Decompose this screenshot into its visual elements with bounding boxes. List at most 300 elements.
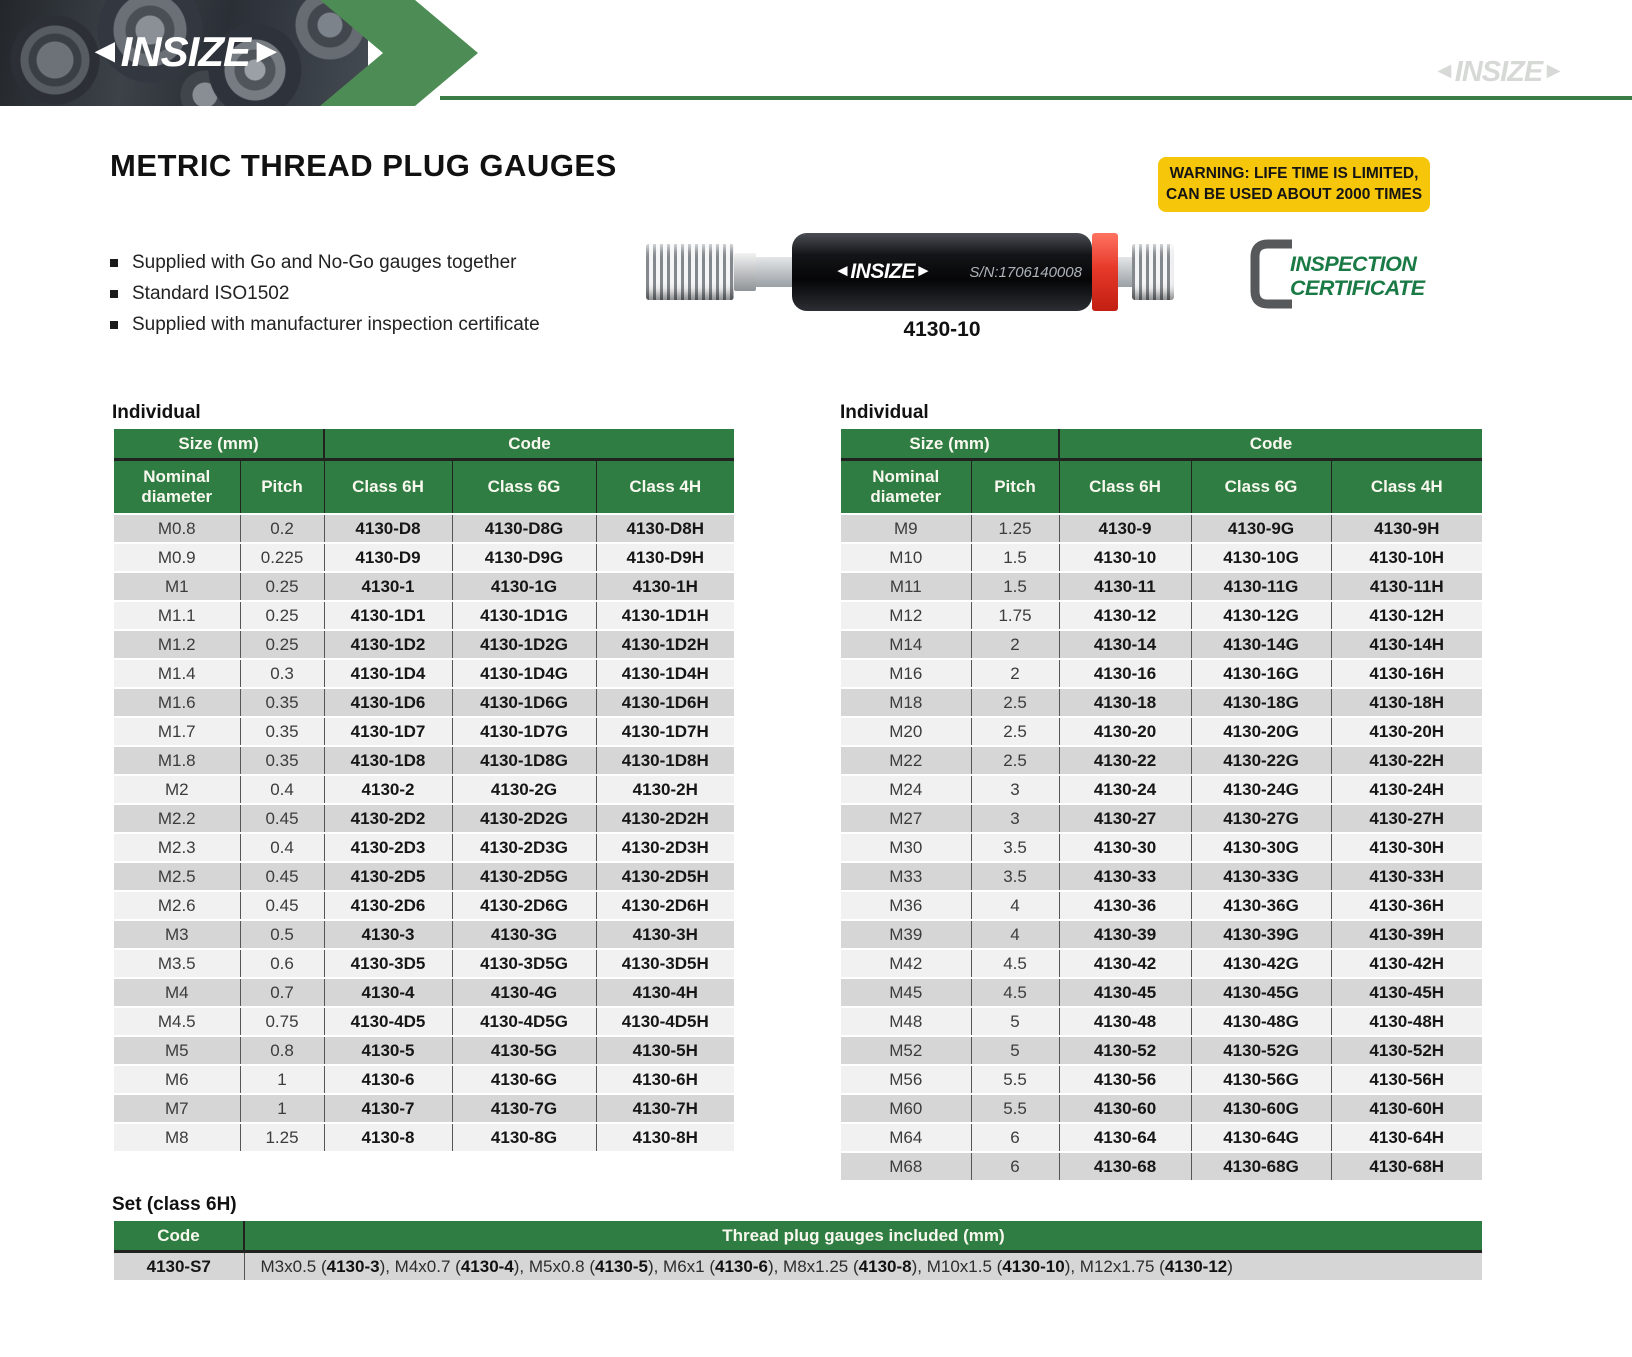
table-row [114, 833, 734, 862]
code-cell: 4130-7 [324, 1094, 452, 1123]
banner-rule [440, 96, 1632, 100]
code-cell: 4130-6H [596, 1065, 734, 1094]
code-cell: 4130-22H [1331, 746, 1482, 775]
size-cell: M20 [841, 717, 971, 746]
size-cell: M7 [114, 1094, 240, 1123]
feature-item: Standard ISO1502 [110, 283, 540, 305]
code-cell: 4130-D8G [452, 514, 596, 543]
code-cell: 4130-30 [1059, 833, 1191, 862]
table-row [114, 630, 734, 659]
code-cell: 4130-3D5G [452, 949, 596, 978]
size-cell: 2.5 [971, 717, 1059, 746]
size-cell: M68 [841, 1152, 971, 1181]
code-cell: 4130-1D2 [324, 630, 452, 659]
table-row [114, 978, 734, 1007]
code-cell: 4130-64G [1191, 1123, 1331, 1152]
size-cell: M36 [841, 891, 971, 920]
size-cell: M2.5 [114, 862, 240, 891]
size-cell: M3.5 [114, 949, 240, 978]
group-header-code: Code [1059, 429, 1482, 460]
table-row [841, 717, 1482, 746]
table-row [841, 978, 1482, 1007]
size-cell: M48 [841, 1007, 971, 1036]
code-cell: 4130-4D5 [324, 1007, 452, 1036]
code-cell: 4130-10H [1331, 543, 1482, 572]
code-cell: 4130-60H [1331, 1094, 1482, 1123]
code-cell: 4130-33H [1331, 862, 1482, 891]
size-cell: 0.5 [240, 920, 324, 949]
table-row [841, 659, 1482, 688]
table-row [841, 688, 1482, 717]
individual-table-left [114, 429, 734, 1153]
gauge-thread-right [1132, 244, 1174, 300]
table-row [114, 746, 734, 775]
code-cell: 4130-2D2 [324, 804, 452, 833]
column-header-row [841, 460, 1482, 515]
code-cell: 4130-64H [1331, 1123, 1482, 1152]
gauge-handle-logo [834, 260, 931, 284]
size-cell: 4 [971, 920, 1059, 949]
certificate-line-1: INSPECTION [1290, 252, 1417, 276]
size-cell: 1 [240, 1065, 324, 1094]
code-cell: 4130-12 [1059, 601, 1191, 630]
table-row [841, 1123, 1482, 1152]
code-cell: 4130-27H [1331, 804, 1482, 833]
table-label-individual-right: Individual [840, 402, 929, 423]
warning-badge [1158, 157, 1430, 212]
code-cell: 4130-2H [596, 775, 734, 804]
handle-logo-text: INSIZE [850, 260, 916, 283]
code-cell: 4130-2D5 [324, 862, 452, 891]
code-cell: 4130-2 [324, 775, 452, 804]
code-cell: 4130-68H [1331, 1152, 1482, 1181]
individual-table-right [841, 429, 1482, 1182]
code-cell: 4130-1D1G [452, 601, 596, 630]
insize-logo-text: INSIZE [120, 28, 251, 75]
col-header-class-6g: Class 6G [1191, 460, 1331, 515]
size-cell: M1.8 [114, 746, 240, 775]
column-header-row [114, 460, 734, 515]
code-cell: 4130-39 [1059, 920, 1191, 949]
table-row [114, 1094, 734, 1123]
size-cell: 0.35 [240, 688, 324, 717]
size-cell: 0.35 [240, 717, 324, 746]
code-cell: 4130-8H [596, 1123, 734, 1152]
code-cell: 4130-1H [596, 572, 734, 601]
col-header-class-6h: Class 6H [324, 460, 452, 515]
code-cell: 4130-2D6H [596, 891, 734, 920]
set-header-row [114, 1221, 1482, 1252]
code-cell: 4130-D9H [596, 543, 734, 572]
code-cell: 4130-1D4H [596, 659, 734, 688]
code-cell: 4130-45G [1191, 978, 1331, 1007]
code-cell: 4130-18H [1331, 688, 1482, 717]
size-cell: 0.225 [240, 543, 324, 572]
code-cell: 4130-14 [1059, 630, 1191, 659]
size-cell: M2.6 [114, 891, 240, 920]
code-cell: 4130-D9 [324, 543, 452, 572]
table-row [114, 891, 734, 920]
code-cell: 4130-52H [1331, 1036, 1482, 1065]
size-cell: 2 [971, 630, 1059, 659]
code-cell: 4130-1D7H [596, 717, 734, 746]
handle-logo-arrow-left-icon: ◄ [834, 261, 851, 280]
code-cell: 4130-56H [1331, 1065, 1482, 1094]
table-row [114, 514, 734, 543]
table-row [841, 862, 1482, 891]
size-cell: M39 [841, 920, 971, 949]
table-row [841, 1152, 1482, 1181]
table-row [114, 572, 734, 601]
size-cell: 0.25 [240, 630, 324, 659]
code-cell: 4130-1D2H [596, 630, 734, 659]
code-cell: 4130-5 [324, 1036, 452, 1065]
watermark-arrow-right-icon: ► [1542, 57, 1564, 83]
size-cell: 1.5 [971, 543, 1059, 572]
table-row [841, 1065, 1482, 1094]
code-cell: 4130-22 [1059, 746, 1191, 775]
code-cell: 4130-1D4G [452, 659, 596, 688]
code-cell: 4130-16G [1191, 659, 1331, 688]
code-cell: 4130-5H [596, 1036, 734, 1065]
size-cell: 6 [971, 1123, 1059, 1152]
size-cell: 0.45 [240, 804, 324, 833]
code-cell: 4130-D8H [596, 514, 734, 543]
size-cell: 0.35 [240, 746, 324, 775]
col-header-nominal-diameter: Nominal diameter [841, 460, 971, 515]
size-cell: 2.5 [971, 688, 1059, 717]
logo-arrow-left-icon: ◄ [88, 32, 121, 70]
table-label-set: Set (class 6H) [112, 1194, 237, 1215]
feature-item: Supplied with manufacturer inspection certificate [110, 314, 540, 336]
size-cell: 0.45 [240, 862, 324, 891]
code-cell: 4130-68G [1191, 1152, 1331, 1181]
code-cell: 4130-2D5G [452, 862, 596, 891]
gauge-collar [734, 253, 756, 291]
size-cell: M1.1 [114, 601, 240, 630]
code-cell: 4130-1D2G [452, 630, 596, 659]
code-cell: 4130-22G [1191, 746, 1331, 775]
size-cell: M45 [841, 978, 971, 1007]
code-cell: 4130-11 [1059, 572, 1191, 601]
code-cell: 4130-48 [1059, 1007, 1191, 1036]
gauge-handle [792, 233, 1092, 311]
code-cell: 4130-6G [452, 1065, 596, 1094]
size-cell: 1 [240, 1094, 324, 1123]
size-cell: 0.4 [240, 775, 324, 804]
warning-line-2: CAN BE USED ABOUT 2000 TIMES [1165, 185, 1423, 203]
table-row [841, 920, 1482, 949]
size-cell: M16 [841, 659, 971, 688]
code-cell: 4130-45 [1059, 978, 1191, 1007]
table-row [841, 833, 1482, 862]
table-row [841, 746, 1482, 775]
code-cell: 4130-42H [1331, 949, 1482, 978]
code-cell: 4130-6 [324, 1065, 452, 1094]
table-row [114, 717, 734, 746]
code-cell: 4130-1D8 [324, 746, 452, 775]
table-row [841, 1036, 1482, 1065]
code-cell: 4130-3H [596, 920, 734, 949]
watermark-arrow-left-icon: ◄ [1433, 57, 1455, 83]
code-cell: 4130-68 [1059, 1152, 1191, 1181]
table-row [114, 862, 734, 891]
size-cell: M14 [841, 630, 971, 659]
table-row [114, 688, 734, 717]
size-cell: M56 [841, 1065, 971, 1094]
code-cell: 4130-39G [1191, 920, 1331, 949]
table-row [841, 1094, 1482, 1123]
size-cell: 0.25 [240, 601, 324, 630]
code-cell: 4130-9H [1331, 514, 1482, 543]
size-cell: M0.9 [114, 543, 240, 572]
table-row [114, 804, 734, 833]
code-cell: 4130-D8 [324, 514, 452, 543]
handle-logo-arrow-right-icon: ► [915, 261, 932, 280]
code-cell: 4130-64 [1059, 1123, 1191, 1152]
table-row [841, 1007, 1482, 1036]
code-cell: 4130-2D6 [324, 891, 452, 920]
set-code-value: 4130-S7 [114, 1252, 244, 1282]
table-row [841, 630, 1482, 659]
code-cell: 4130-12H [1331, 601, 1482, 630]
product-caption: 4130-10 [903, 318, 981, 341]
code-cell: 4130-30H [1331, 833, 1482, 862]
code-cell: 4130-2D5H [596, 862, 734, 891]
code-cell: 4130-2D2H [596, 804, 734, 833]
code-cell: 4130-24 [1059, 775, 1191, 804]
table-row [114, 775, 734, 804]
size-cell: M3 [114, 920, 240, 949]
certificate-text [1290, 252, 1425, 300]
size-cell: M9 [841, 514, 971, 543]
insize-watermark-text: INSIZE [1454, 56, 1543, 88]
table-row [114, 1007, 734, 1036]
size-cell: 3.5 [971, 833, 1059, 862]
set-col-header-included: Thread plug gauges included (mm) [244, 1221, 1482, 1252]
group-header-size: Size (mm) [114, 429, 324, 460]
code-cell: 4130-2D3G [452, 833, 596, 862]
size-cell: 0.4 [240, 833, 324, 862]
code-cell: 4130-48H [1331, 1007, 1482, 1036]
size-cell: M2 [114, 775, 240, 804]
size-cell: 0.6 [240, 949, 324, 978]
group-header-row [114, 429, 734, 460]
size-cell: M4 [114, 978, 240, 1007]
code-cell: 4130-4D5G [452, 1007, 596, 1036]
size-cell: 1.25 [971, 514, 1059, 543]
table-row [841, 572, 1482, 601]
set-included-gauges: M3x0.5 (4130-3), M4x0.7 (4130-4), M5x0.8 (4130-5), M6x1 (4130-6), M8x1.25 (4130-8), M10x1.5 (4130-10), M12x1.75 (4130-12) [244, 1252, 1482, 1282]
size-cell: 0.75 [240, 1007, 324, 1036]
size-cell: M42 [841, 949, 971, 978]
size-cell: 1.5 [971, 572, 1059, 601]
code-cell: 4130-1D1H [596, 601, 734, 630]
size-cell: M24 [841, 775, 971, 804]
code-cell: 4130-60 [1059, 1094, 1191, 1123]
size-cell: 1.25 [240, 1123, 324, 1152]
code-cell: 4130-D9G [452, 543, 596, 572]
code-cell: 4130-2D6G [452, 891, 596, 920]
group-header-row [841, 429, 1482, 460]
table-row [114, 601, 734, 630]
code-cell: 4130-16H [1331, 659, 1482, 688]
size-cell: M1.4 [114, 659, 240, 688]
certificate-line-2: CERTIFICATE [1290, 276, 1425, 301]
size-cell: 5.5 [971, 1065, 1059, 1094]
code-cell: 4130-7H [596, 1094, 734, 1123]
set-row [114, 1252, 1482, 1282]
code-cell: 4130-33 [1059, 862, 1191, 891]
code-cell: 4130-1 [324, 572, 452, 601]
size-cell: M33 [841, 862, 971, 891]
code-cell: 4130-1D4 [324, 659, 452, 688]
size-cell: M2.2 [114, 804, 240, 833]
code-cell: 4130-56 [1059, 1065, 1191, 1094]
size-cell: M4.5 [114, 1007, 240, 1036]
size-cell: 0.7 [240, 978, 324, 1007]
table-row [841, 543, 1482, 572]
code-cell: 4130-3 [324, 920, 452, 949]
size-cell: 6 [971, 1152, 1059, 1181]
col-header-nominal-diameter: Nominal diameter [114, 460, 240, 515]
table-row [114, 920, 734, 949]
size-cell: 3 [971, 804, 1059, 833]
code-cell: 4130-30G [1191, 833, 1331, 862]
table-row [841, 601, 1482, 630]
code-cell: 4130-10 [1059, 543, 1191, 572]
code-cell: 4130-45H [1331, 978, 1482, 1007]
size-cell: 0.45 [240, 891, 324, 920]
group-header-size: Size (mm) [841, 429, 1059, 460]
code-cell: 4130-5G [452, 1036, 596, 1065]
table-row [114, 1065, 734, 1094]
size-cell: M10 [841, 543, 971, 572]
banner-machinery-photo [0, 0, 368, 106]
size-cell: M1.7 [114, 717, 240, 746]
size-cell: 3 [971, 775, 1059, 804]
code-cell: 4130-39H [1331, 920, 1482, 949]
feature-list [110, 252, 540, 345]
code-cell: 4130-24G [1191, 775, 1331, 804]
code-cell: 4130-3D5H [596, 949, 734, 978]
col-header-class-4h: Class 4H [596, 460, 734, 515]
code-cell: 4130-1D8H [596, 746, 734, 775]
code-cell: 4130-12G [1191, 601, 1331, 630]
code-cell: 4130-18 [1059, 688, 1191, 717]
code-cell: 4130-2D3 [324, 833, 452, 862]
code-cell: 4130-2D2G [452, 804, 596, 833]
code-cell: 4130-11H [1331, 572, 1482, 601]
gauge-thread-left [646, 244, 734, 300]
code-cell: 4130-4G [452, 978, 596, 1007]
size-cell: 2.5 [971, 746, 1059, 775]
table-row [841, 775, 1482, 804]
size-cell: M30 [841, 833, 971, 862]
code-cell: 4130-11G [1191, 572, 1331, 601]
size-cell: M22 [841, 746, 971, 775]
code-cell: 4130-8G [452, 1123, 596, 1152]
gauge-nogo-red-band [1092, 233, 1118, 311]
size-cell: 5.5 [971, 1094, 1059, 1123]
size-cell: M18 [841, 688, 971, 717]
code-cell: 4130-1D1 [324, 601, 452, 630]
size-cell: M1.6 [114, 688, 240, 717]
code-cell: 4130-1D6 [324, 688, 452, 717]
code-cell: 4130-3D5 [324, 949, 452, 978]
size-cell: M1.2 [114, 630, 240, 659]
code-cell: 4130-3G [452, 920, 596, 949]
size-cell: 0.25 [240, 572, 324, 601]
size-cell: M52 [841, 1036, 971, 1065]
size-cell: M0.8 [114, 514, 240, 543]
size-cell: 0.2 [240, 514, 324, 543]
code-cell: 4130-8 [324, 1123, 452, 1152]
size-cell: M12 [841, 601, 971, 630]
code-cell: 4130-60G [1191, 1094, 1331, 1123]
size-cell: M27 [841, 804, 971, 833]
code-cell: 4130-16 [1059, 659, 1191, 688]
table-row [114, 1036, 734, 1065]
table-label-individual-left: Individual [112, 402, 201, 423]
size-cell: M64 [841, 1123, 971, 1152]
size-cell: 1.75 [971, 601, 1059, 630]
product-image [640, 226, 1180, 344]
col-header-class-6h: Class 6H [1059, 460, 1191, 515]
set-col-header-code: Code [114, 1221, 244, 1252]
size-cell: M11 [841, 572, 971, 601]
code-cell: 4130-20 [1059, 717, 1191, 746]
code-cell: 4130-36G [1191, 891, 1331, 920]
col-header-class-4h: Class 4H [1331, 460, 1482, 515]
table-row [841, 949, 1482, 978]
code-cell: 4130-36 [1059, 891, 1191, 920]
code-cell: 4130-20H [1331, 717, 1482, 746]
size-cell: M8 [114, 1123, 240, 1152]
insize-logo [88, 28, 283, 76]
code-cell: 4130-4 [324, 978, 452, 1007]
table-row [114, 949, 734, 978]
table-row [114, 659, 734, 688]
code-cell: 4130-1D7 [324, 717, 452, 746]
code-cell: 4130-1D6G [452, 688, 596, 717]
table-row [114, 543, 734, 572]
code-cell: 4130-42G [1191, 949, 1331, 978]
logo-arrow-right-icon: ► [250, 32, 283, 70]
table-row [841, 514, 1482, 543]
inspection-certificate-logo [1248, 238, 1438, 318]
code-cell: 4130-42 [1059, 949, 1191, 978]
code-cell: 4130-27G [1191, 804, 1331, 833]
size-cell: M2.3 [114, 833, 240, 862]
code-cell: 4130-14H [1331, 630, 1482, 659]
code-cell: 4130-18G [1191, 688, 1331, 717]
size-cell: M6 [114, 1065, 240, 1094]
code-cell: 4130-2G [452, 775, 596, 804]
code-cell: 4130-24H [1331, 775, 1482, 804]
code-cell: 4130-1D6H [596, 688, 734, 717]
group-header-code: Code [324, 429, 734, 460]
code-cell: 4130-52G [1191, 1036, 1331, 1065]
code-cell: 4130-7G [452, 1094, 596, 1123]
code-cell: 4130-48G [1191, 1007, 1331, 1036]
code-cell: 4130-10G [1191, 543, 1331, 572]
code-cell: 4130-20G [1191, 717, 1331, 746]
size-cell: 4.5 [971, 949, 1059, 978]
warning-line-1: WARNING: LIFE TIME IS LIMITED, [1169, 165, 1419, 183]
table-row [114, 1123, 734, 1152]
code-cell: 4130-1D7G [452, 717, 596, 746]
